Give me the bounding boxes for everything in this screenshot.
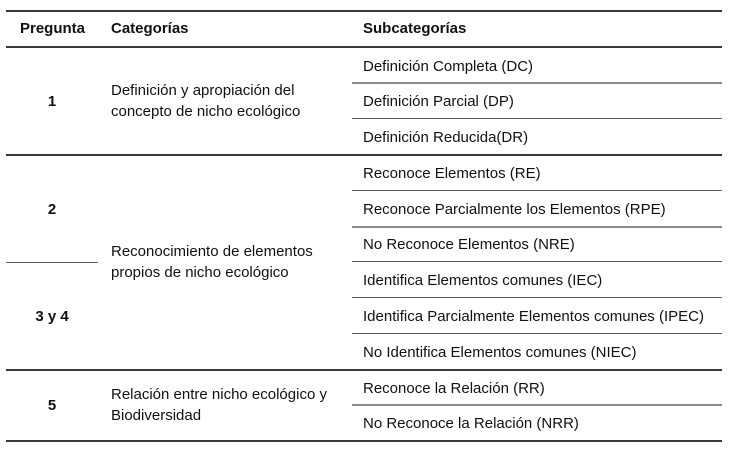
pregunta-1: 1	[47, 93, 57, 110]
subcategoria-rr: Reconoce la Relación (RR)	[363, 380, 545, 397]
categoria-line: Relación entre nicho ecológico y	[111, 386, 327, 403]
subcategoria-re: Reconoce Elementos (RE)	[363, 165, 541, 182]
row-divider	[352, 226, 722, 228]
subcategoria-dp: Definición Parcial (DP)	[363, 93, 514, 110]
header-pregunta: Pregunta	[20, 20, 86, 37]
subcategoria-niec: No Identifica Elementos comunes (NIEC)	[363, 344, 637, 361]
categoria-definicion	[111, 80, 341, 122]
categoria-reconocimiento	[111, 241, 341, 283]
row-divider	[352, 261, 722, 262]
group-divider	[6, 154, 722, 156]
subcategoria-iec: Identifica Elementos comunes (IEC)	[363, 272, 603, 289]
table-bottom-border	[6, 440, 722, 442]
row-divider	[352, 333, 722, 334]
subcategoria-nrr: No Reconoce la Relación (NRR)	[363, 415, 579, 432]
subcategoria-dc: Definición Completa (DC)	[363, 58, 534, 75]
header-categorias: Categorías	[111, 20, 189, 37]
row-divider	[352, 404, 722, 406]
table-top-border	[6, 10, 722, 12]
subcategoria-dr: Definición Reducida(DR)	[363, 129, 529, 146]
group-divider	[6, 369, 722, 371]
header-subcategorias: Subcategorías	[363, 20, 467, 37]
categoria-line: Reconocimiento de elementos	[111, 243, 313, 260]
categoria-relacion	[111, 384, 341, 426]
subcategoria-nre: No Reconoce Elementos (NRE)	[363, 236, 575, 253]
subcategoria-rpe: Reconoce Parcialmente los Elementos (RPE)	[363, 201, 666, 218]
pregunta-2: 2	[47, 201, 57, 218]
categoria-line: concepto de nicho ecológico	[111, 103, 301, 120]
row-divider	[352, 118, 722, 119]
pregunta-3-y-4: 3 y 4	[35, 308, 69, 325]
header-bottom-border	[6, 46, 722, 48]
categoria-line: Biodiversidad	[111, 407, 202, 424]
row-divider	[352, 297, 722, 298]
pregunta-5: 5	[47, 397, 57, 414]
pregunta-divider	[6, 262, 98, 263]
categoria-line: Definición y apropiación del	[111, 82, 295, 99]
subcategoria-ipec: Identifica Parcialmente Elementos comunes (IPEC)	[363, 308, 704, 325]
row-divider	[352, 190, 722, 191]
row-divider	[352, 82, 722, 84]
categoria-line: propios de nicho ecológico	[111, 264, 289, 281]
